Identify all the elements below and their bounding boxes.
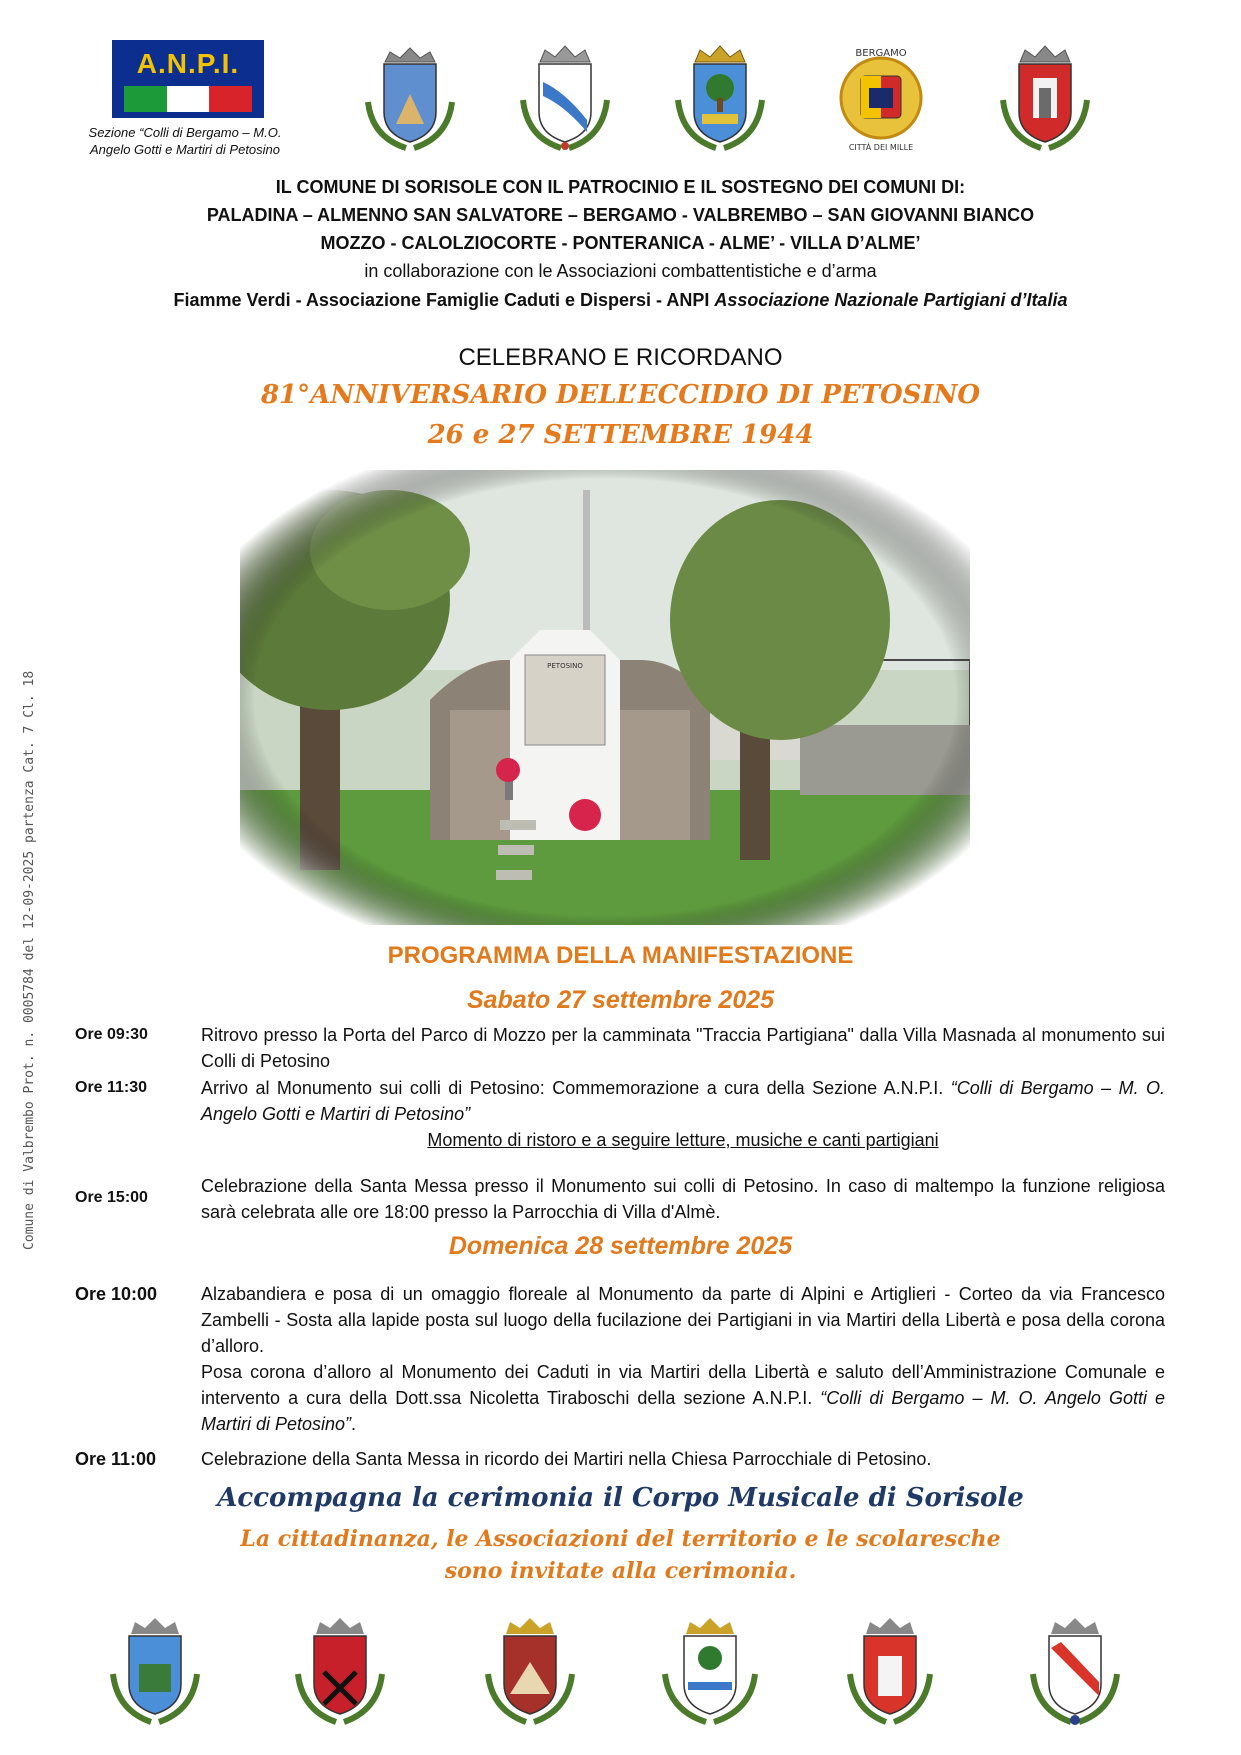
san-giovanni-bianco-crest-icon (1025, 1612, 1125, 1732)
header-line-2: PALADINA – ALMENNO SAN SALVATORE – BERGAMO - VALBREMBO – SAN GIOVANNI BIANCO (206, 205, 1035, 225)
accompagna-text: Accompagna la cerimonia il Corpo Musicale di Sorisole (217, 1483, 1024, 1513)
italian-flag-icon (124, 86, 252, 112)
mozzo-crest-icon (105, 1612, 205, 1732)
event-text: Ritrovo presso la Porta del Parco di Mozzo per la camminata "Traccia Partigiana" dalla Villa Masnada al monumento sui Colli di Petosino (201, 1025, 1165, 1071)
bergamo-seal-bottom: CITTÀ DEI MILLE (848, 143, 914, 152)
anniversary-dates: 26 e 27 SETTEMBRE 1944 (427, 420, 814, 450)
event-time: Ore 15:00 (75, 1189, 148, 1206)
villa-dalme-crest-icon (840, 1612, 940, 1732)
event-time: Ore 11:00 (75, 1449, 157, 1469)
event-text: Celebrazione della Santa Messa in ricordo dei Martiri nella Chiesa Parrocchiale di Petosino. (201, 1449, 932, 1469)
paladina-crest-icon (515, 42, 615, 154)
footer-logos (60, 1612, 1180, 1737)
domenica-title: Domenica 28 settembre 2025 (448, 1232, 793, 1260)
monument-photo (240, 470, 970, 925)
bergamo-seal-top: BERGAMO (855, 48, 907, 59)
event-text: Celebrazione della Santa Messa presso il Monumento sui colli di Petosino. In caso di maltempo la funzione religiosa sarà celebrata alle ore 18:00 presso la Parrocchia di Villa d'Almè. (201, 1176, 1165, 1222)
event-time: Ore 10:00 (75, 1284, 158, 1304)
sorisole-crest-icon (360, 42, 460, 154)
header-line-1: IL COMUNE DI SORISOLE CON IL PATROCINIO E IL SOSTEGNO DEI COMUNI DI: (275, 177, 966, 197)
invito-line-2: sono invitate alla cerimonia. (444, 1558, 797, 1584)
event-time: Ore 09:30 (75, 1026, 148, 1043)
calolziocorte-crest-icon (290, 1612, 390, 1732)
anpi-logo-text: A.N.P.I. (136, 48, 240, 79)
almenno-crest-icon (670, 42, 770, 154)
anniversary-title: 81°ANNIVERSARIO DELL’ECCIDIO DI PETOSINO (260, 380, 981, 410)
sabato-title: Sabato 27 settembre 2025 (466, 986, 775, 1014)
celebrano-heading: CELEBRANO E RICORDANO (458, 344, 783, 371)
protocol-stamp (22, 530, 36, 1250)
header-line-3: MOZZO - CALOLZIOCORTE - PONTERANICA - ALME’ - VILLA D’ALME’ (320, 233, 921, 253)
ponteranica-crest-icon (480, 1612, 580, 1732)
alme-crest-icon (655, 1612, 765, 1732)
anpi-caption: Sezione “Colli di Bergamo – M.O. Angelo Gotti e Martiri di Petosino (88, 125, 282, 157)
bergamo-seal-icon (823, 42, 939, 154)
header-line-5: Fiamme Verdi - Associazione Famiglie Caduti e Dispersi - ANPI Associazione Nazionale Partigiani d’Italia (173, 290, 1068, 310)
header-line-4: in collaborazione con le Associazioni combattentistiche e d’arma (364, 261, 877, 281)
event-time: Ore 11:30 (75, 1079, 148, 1096)
ristoro-note: Momento di ristoro e a seguire letture, musiche e canti partigiani (427, 1130, 939, 1150)
invito-line-1: La cittadinanza, le Associazioni del territorio e le scolaresche (240, 1526, 1001, 1552)
event-text: Arrivo al Monumento sui colli di Petosino: Commemorazione a cura della Sezione A.N.P.I. “Colli di Bergamo – M. O. Angelo Gotti e Martiri di Petosino” Momento di ristoro e a seguire letture, musiche e canti partigiani (201, 1078, 1166, 1150)
protocol-stamp-text: Comune di Valbrembo Prot. n. 0005784 del 12-09-2025 partenza Cat. 7 Cl. 18 (22, 670, 37, 1250)
anpi-logo (60, 40, 310, 158)
event-text: Alzabandiera e posa di un omaggio floreale al Monumento da parte di Alpini e Artiglieri - Corteo da via Francesco Zambelli - Sosta alla lapide posta sul luogo della fucilazione dei Partigiani in via Martiri della Libertà e posa della corona d’alloro. Posa corona d’alloro al Monumento dei Caduti in via Martiri della Libertà e saluto dell’Amministrazione Comunale e intervento a cura della Dott.ssa Nicoletta Tiraboschi della sezione A.N.P.I. “Colli di Bergamo – M. O. Angelo Gotti e Martiri di Petosino”. (201, 1284, 1166, 1434)
programma-title: PROGRAMMA DELLA MANIFESTAZIONE (387, 942, 854, 969)
valbrembo-crest-icon (995, 42, 1095, 154)
header-logos (60, 40, 1160, 170)
